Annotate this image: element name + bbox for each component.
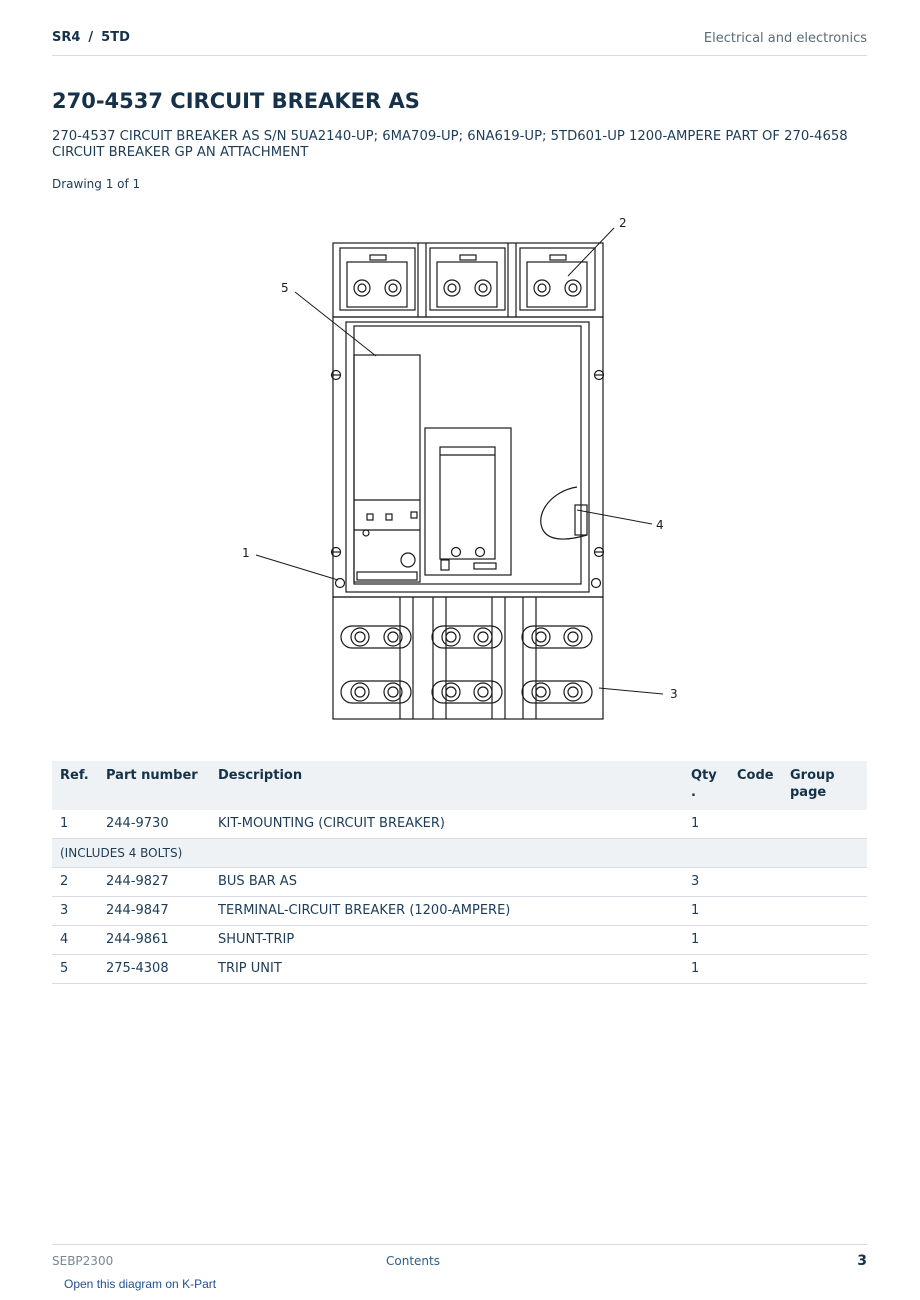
page-number: 3: [857, 1253, 867, 1269]
cell-description: BUS BAR AS: [210, 868, 683, 897]
cell-group-page: [782, 868, 867, 897]
cell-code: [729, 810, 782, 839]
col-header-group-page: Group page: [782, 761, 867, 810]
col-header-description: Description: [210, 761, 683, 810]
cell-part-number[interactable]: 244-9861: [98, 926, 210, 955]
breadcrumb-separator: /: [88, 30, 94, 45]
page-subtitle: 270-4537 CIRCUIT BREAKER AS S/N 5UA2140-UP; 6MA709-UP; 6NA619-UP; 5TD601-UP 1200-AMPERE PART OF 270-4658 CIRCUIT BREAKER GP AN ATTACHMENT: [52, 129, 848, 160]
page-title: 270-4537 CIRCUIT BREAKER AS: [52, 89, 420, 113]
table-note-row: [52, 839, 867, 868]
callout-3[interactable]: 3: [670, 687, 678, 701]
cell-description: TERMINAL-CIRCUIT BREAKER (1200-AMPERE): [210, 897, 683, 926]
cell-group-page: [782, 926, 867, 955]
callout-5[interactable]: 5: [281, 281, 289, 295]
cell-qty: 3: [683, 868, 729, 897]
col-header-ref: Ref.: [52, 761, 98, 810]
page-footer: [52, 1244, 867, 1275]
open-in-kpart-link[interactable]: Open this diagram on K-Part: [64, 1277, 217, 1291]
cell-group-page: [782, 955, 867, 984]
table-row: [52, 810, 867, 839]
contents-link[interactable]: Contents: [386, 1254, 440, 1268]
cell-note: (INCLUDES 4 BOLTS): [52, 839, 867, 868]
cell-group-page: [782, 810, 867, 839]
cell-description: KIT-MOUNTING (CIRCUIT BREAKER): [210, 810, 683, 839]
cell-qty: 1: [683, 810, 729, 839]
drawing-label: Drawing 1 of 1: [52, 177, 141, 191]
cell-ref: 1: [52, 810, 98, 839]
cell-code: [729, 897, 782, 926]
cell-qty: 1: [683, 926, 729, 955]
col-header-code: Code: [729, 761, 782, 810]
breadcrumb: [52, 30, 130, 45]
cell-ref: 2: [52, 868, 98, 897]
cell-part-number[interactable]: 244-9827: [98, 868, 210, 897]
table-row: [52, 897, 867, 926]
section-label: Electrical and electronics: [703, 31, 867, 46]
cell-part-number[interactable]: 244-9730: [98, 810, 210, 839]
cell-ref: 3: [52, 897, 98, 926]
table-row: [52, 926, 867, 955]
cell-part-number[interactable]: 244-9847: [98, 897, 210, 926]
cell-part-number[interactable]: 275-4308: [98, 955, 210, 984]
cell-ref: 4: [52, 926, 98, 955]
cell-code: [729, 955, 782, 984]
cell-qty: 1: [683, 897, 729, 926]
page-header: [52, 28, 867, 56]
breadcrumb-model[interactable]: SR4: [52, 30, 81, 45]
cell-code: [729, 926, 782, 955]
document-id: SEBP2300: [52, 1254, 114, 1268]
col-header-qty: Qty .: [683, 761, 729, 810]
breadcrumb-serial[interactable]: 5TD: [101, 30, 130, 45]
table-row: [52, 868, 867, 897]
cell-code: [729, 868, 782, 897]
cell-description: SHUNT-TRIP: [210, 926, 683, 955]
cell-ref: 5: [52, 955, 98, 984]
parts-table: [52, 761, 867, 984]
callout-4[interactable]: 4: [656, 518, 664, 532]
parts-diagram: [230, 210, 690, 730]
cell-qty: 1: [683, 955, 729, 984]
table-header-row: [52, 761, 867, 810]
cell-group-page: [782, 897, 867, 926]
cell-description: TRIP UNIT: [210, 955, 683, 984]
callout-1[interactable]: 1: [242, 546, 250, 560]
col-header-part-number: Part number: [98, 761, 210, 810]
circuit-breaker-drawing: [230, 210, 690, 730]
table-row: [52, 955, 867, 984]
callout-2[interactable]: 2: [619, 216, 627, 230]
